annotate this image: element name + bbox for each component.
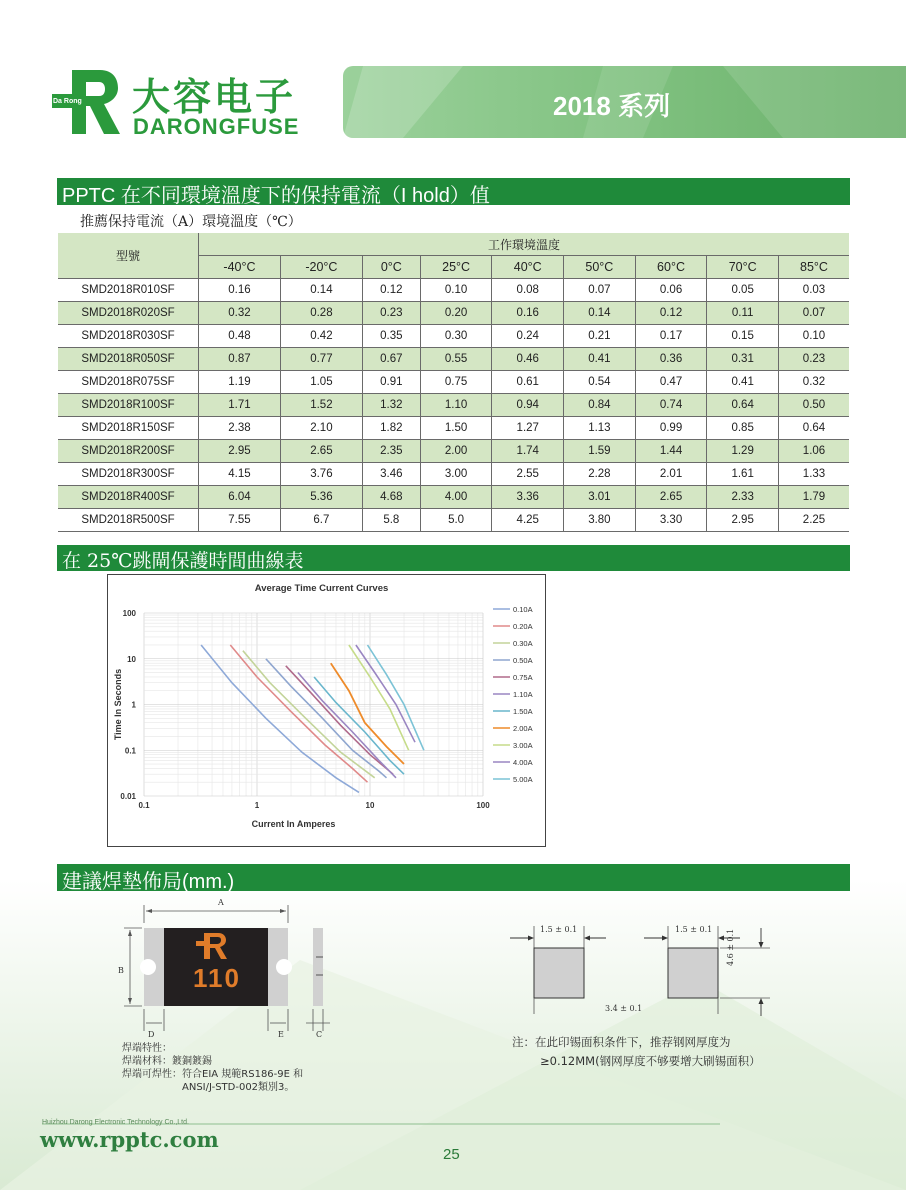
legend-label: 3.00A — [513, 741, 533, 750]
temperature-header-cell: -40°C — [199, 256, 281, 279]
hold-value-cell: 3.46 — [362, 463, 420, 486]
hold-value-cell: 1.06 — [778, 440, 849, 463]
hold-value-cell: 0.05 — [707, 279, 779, 302]
termination-line-1: 焊端特性： — [122, 1043, 172, 1054]
temperature-header-cell: -20°C — [280, 256, 362, 279]
hold-value-cell: 0.06 — [635, 279, 707, 302]
pad-spacing-label: 3.4 ± 0.1 — [605, 1004, 643, 1013]
dimension-d-label: D — [148, 1030, 155, 1039]
pad-note — [512, 1033, 761, 1071]
hold-value-cell: 2.35 — [362, 440, 420, 463]
hold-value-cell: 1.29 — [707, 440, 779, 463]
hold-value-cell: 0.41 — [707, 371, 779, 394]
hold-value-cell: 0.12 — [362, 279, 420, 302]
model-cell: SMD2018R010SF — [58, 279, 199, 302]
x-tick-label: 100 — [476, 801, 490, 810]
legend-label: 0.50A — [513, 656, 533, 665]
pad-note-line-1: 注：在此印锡面积条件下，推荐钢网厚度为 — [512, 1035, 731, 1049]
hold-value-cell: 1.05 — [280, 371, 362, 394]
hold-value-cell: 1.27 — [492, 417, 564, 440]
component-marking: 110 — [193, 963, 241, 993]
hold-value-cell: 2.25 — [778, 509, 849, 532]
y-tick-label: 10 — [127, 654, 136, 664]
hold-value-cell: 7.55 — [199, 509, 281, 532]
temperature-header-cell: 25°C — [420, 256, 492, 279]
temperature-header-cell: 40°C — [492, 256, 564, 279]
section-hold-current-bar — [57, 178, 850, 205]
hold-value-cell: 1.61 — [707, 463, 779, 486]
hold-value-cell: 0.48 — [199, 325, 281, 348]
hold-value-cell: 1.19 — [199, 371, 281, 394]
hold-value-cell: 1.79 — [778, 486, 849, 509]
temperature-header-cell: 70°C — [707, 256, 779, 279]
hold-value-cell: 2.28 — [564, 463, 636, 486]
hold-value-cell: 1.44 — [635, 440, 707, 463]
table-row — [58, 463, 849, 486]
legend-label: 0.20A — [513, 622, 533, 631]
legend-label: 1.10A — [513, 690, 533, 699]
table-row — [58, 486, 849, 509]
model-cell: SMD2018R300SF — [58, 463, 199, 486]
hold-value-cell: 0.61 — [492, 371, 564, 394]
section-pad-layout-title: 建議焊墊佈局(mm.) — [62, 871, 235, 893]
hold-value-cell: 5.0 — [420, 509, 492, 532]
hold-current-table — [58, 233, 849, 532]
hold-value-cell: 0.07 — [778, 302, 849, 325]
hold-value-cell: 0.94 — [492, 394, 564, 417]
hold-value-cell: 1.13 — [564, 417, 636, 440]
footer-url[interactable]: www.rpptc.com — [40, 1127, 219, 1152]
hold-value-cell: 4.68 — [362, 486, 420, 509]
temperature-header-cell: 85°C — [778, 256, 849, 279]
hold-value-cell: 0.87 — [199, 348, 281, 371]
hold-value-cell: 0.99 — [635, 417, 707, 440]
hold-value-cell: 2.10 — [280, 417, 362, 440]
model-column-header: 型號 — [58, 233, 199, 279]
termination-line-2: 焊端材料：鍍銅鍍錫 — [122, 1056, 212, 1067]
temperature-header-cell: 0°C — [362, 256, 420, 279]
hold-value-cell: 0.10 — [778, 325, 849, 348]
hold-value-cell: 2.65 — [280, 440, 362, 463]
legend-label: 2.00A — [513, 724, 533, 733]
temperature-group-header: 工作環境溫度 — [199, 233, 850, 256]
hold-value-cell: 0.20 — [420, 302, 492, 325]
table-row — [58, 348, 849, 371]
hold-value-cell: 0.16 — [492, 302, 564, 325]
hold-value-cell: 0.35 — [362, 325, 420, 348]
termination-notes — [122, 1042, 303, 1094]
chart-title: Average Time Current Curves — [254, 583, 389, 594]
section-pad-layout-bar — [57, 864, 850, 891]
y-tick-label: 1 — [131, 700, 136, 710]
hold-value-cell: 0.55 — [420, 348, 492, 371]
brand-english-name: DARONGFUSE — [133, 114, 300, 139]
hold-value-cell: 0.21 — [564, 325, 636, 348]
hold-value-cell: 0.31 — [707, 348, 779, 371]
model-cell: SMD2018R030SF — [58, 325, 199, 348]
hold-value-cell: 1.82 — [362, 417, 420, 440]
legend-label: 0.30A — [513, 639, 533, 648]
temperature-header-cell: 60°C — [635, 256, 707, 279]
hold-value-cell: 0.42 — [280, 325, 362, 348]
hold-value-cell: 0.64 — [778, 417, 849, 440]
table-row — [58, 279, 849, 302]
hold-value-cell: 1.74 — [492, 440, 564, 463]
model-cell: SMD2018R050SF — [58, 348, 199, 371]
hold-value-cell: 2.00 — [420, 440, 492, 463]
termination-line-4: ANSI/J-STD-002類別3。 — [182, 1082, 295, 1093]
hold-value-cell: 0.24 — [492, 325, 564, 348]
dimension-b-label: B — [118, 966, 124, 975]
dimension-a-label: A — [218, 898, 224, 907]
dimension-e-label: E — [278, 1030, 284, 1039]
hold-value-cell: 0.75 — [420, 371, 492, 394]
model-cell: SMD2018R020SF — [58, 302, 199, 325]
hold-value-cell: 0.10 — [420, 279, 492, 302]
hold-value-cell: 3.00 — [420, 463, 492, 486]
y-axis-label: Time In Seconds — [113, 668, 123, 741]
hold-value-cell: 2.01 — [635, 463, 707, 486]
footer-company: Huizhou Darong Electronic Technology Co.,Ltd. — [42, 1119, 189, 1126]
hold-value-cell: 2.65 — [635, 486, 707, 509]
hold-value-cell: 5.8 — [362, 509, 420, 532]
table-row — [58, 325, 849, 348]
table-row — [58, 394, 849, 417]
hold-value-cell: 1.59 — [564, 440, 636, 463]
hold-value-cell: 0.32 — [778, 371, 849, 394]
y-tick-label: 100 — [122, 609, 136, 618]
hold-value-cell: 1.50 — [420, 417, 492, 440]
hold-current-subtitle: 推薦保持電流（A）環境溫度（℃） — [80, 214, 302, 230]
hold-value-cell: 0.15 — [707, 325, 779, 348]
hold-value-cell: 0.36 — [635, 348, 707, 371]
hold-value-cell: 0.77 — [280, 348, 362, 371]
hold-value-cell: 2.95 — [199, 440, 281, 463]
model-cell: SMD2018R400SF — [58, 486, 199, 509]
hold-value-cell: 2.38 — [199, 417, 281, 440]
hold-value-cell: 3.76 — [280, 463, 362, 486]
section-hold-current-title: PPTC 在不同環境溫度下的保持電流（I hold）值 — [62, 185, 490, 207]
legend-label: 0.75A — [513, 673, 533, 682]
hold-value-cell: 0.14 — [280, 279, 362, 302]
table-row — [58, 509, 849, 532]
pad-width-left-label: 1.5 ± 0.1 — [540, 925, 578, 934]
hold-value-cell: 1.33 — [778, 463, 849, 486]
model-cell: SMD2018R100SF — [58, 394, 199, 417]
hold-value-cell: 6.7 — [280, 509, 362, 532]
hold-value-cell: 4.15 — [199, 463, 281, 486]
trip-curve-chart — [108, 575, 545, 846]
table-row — [58, 440, 849, 463]
x-tick-label: 1 — [254, 801, 260, 810]
hold-value-cell: 3.01 — [564, 486, 636, 509]
hold-value-cell: 5.36 — [280, 486, 362, 509]
hold-value-cell: 0.12 — [635, 302, 707, 325]
legend-label: 0.10A — [513, 605, 533, 614]
hold-value-cell: 0.47 — [635, 371, 707, 394]
table-row — [58, 371, 849, 394]
hold-value-cell: 4.00 — [420, 486, 492, 509]
y-tick-label: 0.01 — [120, 792, 136, 801]
hold-value-cell: 0.17 — [635, 325, 707, 348]
hold-value-cell: 1.52 — [280, 394, 362, 417]
hold-value-cell: 0.23 — [362, 302, 420, 325]
model-cell: SMD2018R150SF — [58, 417, 199, 440]
hold-value-cell: 0.91 — [362, 371, 420, 394]
hold-value-cell: 2.55 — [492, 463, 564, 486]
hold-value-cell: 0.28 — [280, 302, 362, 325]
brand-small-text: Da Rong — [53, 98, 82, 105]
hold-value-cell: 0.85 — [707, 417, 779, 440]
hold-value-cell: 3.36 — [492, 486, 564, 509]
hold-value-cell: 0.50 — [778, 394, 849, 417]
hold-value-cell: 0.23 — [778, 348, 849, 371]
hold-value-cell: 0.64 — [707, 394, 779, 417]
pad-height-label: 4.6 ± 0.1 — [726, 928, 735, 966]
pad-width-right-label: 1.5 ± 0.1 — [675, 925, 713, 934]
hold-value-cell: 0.03 — [778, 279, 849, 302]
temperature-header-cell: 50°C — [564, 256, 636, 279]
hold-value-cell: 0.16 — [199, 279, 281, 302]
hold-value-cell: 3.80 — [564, 509, 636, 532]
hold-value-cell: 0.41 — [564, 348, 636, 371]
legend-label: 4.00A — [513, 758, 533, 767]
hold-value-cell: 2.33 — [707, 486, 779, 509]
hold-value-cell: 0.67 — [362, 348, 420, 371]
hold-value-cell: 0.30 — [420, 325, 492, 348]
pad-note-line-2: ≥0.12MM(钢网厚度不够要增大刷锡面积） — [540, 1054, 761, 1068]
model-cell: SMD2018R075SF — [58, 371, 199, 394]
hold-value-cell: 0.54 — [564, 371, 636, 394]
hold-value-cell: 0.46 — [492, 348, 564, 371]
hold-value-cell: 6.04 — [199, 486, 281, 509]
model-cell: SMD2018R200SF — [58, 440, 199, 463]
hold-value-cell: 0.32 — [199, 302, 281, 325]
x-tick-label: 0.1 — [138, 801, 150, 810]
hold-value-cell: 0.74 — [635, 394, 707, 417]
y-tick-label: 0.1 — [124, 746, 136, 756]
hold-value-cell: 0.14 — [564, 302, 636, 325]
hold-value-cell: 3.30 — [635, 509, 707, 532]
brand-chinese-name: 大容电子 — [132, 75, 297, 119]
termination-line-3: 焊端可焊性：符合EIA 規範RS186-9E 和 — [122, 1069, 304, 1080]
x-tick-label: 10 — [365, 801, 375, 810]
table-row — [58, 302, 849, 325]
hold-value-cell: 0.07 — [564, 279, 636, 302]
legend-label: 1.50A — [513, 707, 533, 716]
page-number: 25 — [443, 1146, 460, 1163]
legend-label: 5.00A — [513, 775, 533, 784]
hold-value-cell: 4.25 — [492, 509, 564, 532]
model-cell: SMD2018R500SF — [58, 509, 199, 532]
hold-value-cell: 2.95 — [707, 509, 779, 532]
trip-curve-chart-frame — [107, 574, 546, 847]
table-row — [58, 417, 849, 440]
section-trip-curve-title: 在 25℃跳閘保護時間曲線表 — [62, 550, 304, 572]
hold-value-cell: 0.84 — [564, 394, 636, 417]
section-trip-curve-bar — [57, 545, 850, 571]
hold-value-cell: 1.10 — [420, 394, 492, 417]
hold-value-cell: 0.08 — [492, 279, 564, 302]
hold-value-cell: 1.32 — [362, 394, 420, 417]
x-axis-label: Current In Amperes — [251, 819, 336, 829]
series-title: 2018 系列 — [553, 91, 671, 121]
hold-value-cell: 1.71 — [199, 394, 281, 417]
dimension-c-label: C — [316, 1030, 323, 1039]
hold-value-cell: 0.11 — [707, 302, 779, 325]
